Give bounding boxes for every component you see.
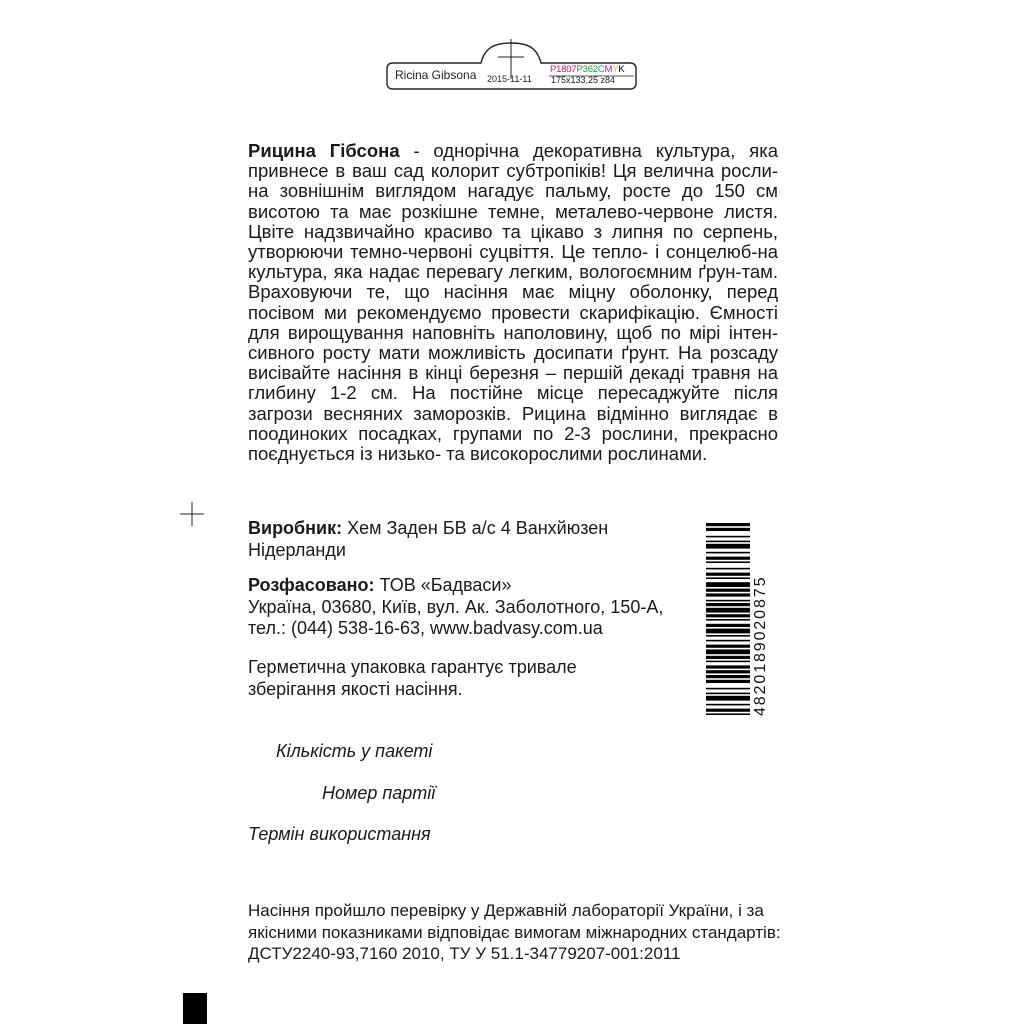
packer-label: Розфасовано: xyxy=(248,575,375,595)
tag-size-info: 175x133,25 z84 xyxy=(551,75,616,85)
barcode-bar xyxy=(706,661,750,663)
barcode-bar xyxy=(706,624,750,627)
certification-line1: Насіння пройшло перевірку у Державній лабораторії України, і за xyxy=(248,901,764,920)
barcode-bar xyxy=(706,603,750,606)
registration-black-mark xyxy=(183,993,207,1024)
barcode-bar xyxy=(706,528,750,531)
tag-date: 2015-11-11 xyxy=(487,74,532,84)
packaging-note-line1: Герметична упаковка гарантує тривале xyxy=(248,657,577,677)
packer-info xyxy=(248,575,663,640)
barcode-bar xyxy=(706,577,750,579)
barcode-bar xyxy=(706,704,750,706)
producer-label: Виробник: xyxy=(248,518,343,538)
quantity-label: Кількість у пакеті xyxy=(276,741,433,761)
barcode-bar xyxy=(706,688,750,690)
barcode-bar xyxy=(706,675,750,678)
producer-info xyxy=(248,518,608,561)
barcode-bar xyxy=(706,713,750,715)
certification-line2: якісними показниками відповідає вимогам міжнародних стандартів: xyxy=(248,922,781,942)
barcode-bar xyxy=(706,614,750,617)
packer-line2: Україна, 03680, Київ, вул. Ак. Заболотного, 150-А, xyxy=(248,596,664,617)
registration-crosshair-icon xyxy=(180,502,204,526)
barcode-bar xyxy=(706,709,750,712)
expiry-label: Термін використання xyxy=(248,824,431,844)
certification-text xyxy=(248,900,783,965)
barcode-bar xyxy=(706,557,750,560)
barcode-bar xyxy=(706,645,750,648)
barcode-bar xyxy=(706,665,750,668)
product-description xyxy=(248,141,778,464)
barcode-bar xyxy=(706,640,750,642)
tag-color-codes xyxy=(550,64,625,75)
print-tag xyxy=(385,63,638,89)
packaging-note-line2: зберігання якості насіння. xyxy=(248,678,463,699)
barcode-bar xyxy=(706,656,750,659)
barcode-bar xyxy=(706,608,750,613)
certification-line3: ДСТУ2240-93,7160 2010, ТУ У 51.1-34779207-001:2011 xyxy=(248,944,681,963)
barcode-bar xyxy=(706,541,750,543)
barcode-bar xyxy=(706,670,750,673)
packer-line3: тел.: (044) 538-16-63, www.badvasy.com.ua xyxy=(248,618,603,638)
barcode-bar xyxy=(706,544,750,549)
barcode-bar xyxy=(706,696,750,701)
barcode-bar xyxy=(706,589,750,592)
barcode-bar xyxy=(706,629,750,634)
barcode-bar xyxy=(706,573,750,576)
code-c: C xyxy=(597,64,605,75)
product-name: Рицина Гібсона xyxy=(248,140,400,161)
packaging-note xyxy=(248,657,577,700)
code-y: Y xyxy=(612,64,619,75)
tag-product-name: Ricina Gibsona xyxy=(395,68,477,82)
barcode-bar xyxy=(706,680,750,683)
producer-line1: Хем Заден БВ а/с 4 Ванхйюзен xyxy=(342,518,609,538)
batch-label: Номер партії xyxy=(322,783,436,803)
code-p362: P362 xyxy=(576,64,598,75)
packer-line1: ТОВ «Бадваси» xyxy=(374,575,512,595)
code-k: K xyxy=(618,64,625,75)
barcode-bar xyxy=(706,552,750,554)
code-m: M xyxy=(604,64,613,75)
barcode-bar xyxy=(706,619,750,621)
barcode-bar xyxy=(706,649,750,654)
code-p1807: P1807 xyxy=(550,64,577,75)
description-text: - однорічна декоративна культура, яка привнесе в ваш сад колорит субтропіків! Ця велична росли-на зовнішнім виглядом нагадує пальму, росте до 150 см висотою та має розкішне темне, металево-червоне листя. Цвіте надзвичайно красиво та цікаво з липня по серпень, утворюючи темно-червоні суцвіття. Це тепло- і сонцелюб-на культура, яка надає перевагу легким, вологоємним ґрун-там. Враховуючи те, що насіння має міцну оболонку, перед посівом ми рекомендуємо провести скарифікацію. Ємності для вирощування наповніть наполовину, щоб по мірі інтен-сивного росту мати можливість досипати ґрунт. На розсаду висівайте насіння в кінці березня – першій декаді травня на глибину 1-2 см. На постійне місце пересаджуйте після загрози весняних заморозків. Рицина відмінно виглядає в поодиноких посадках, групами по 2-3 рослини, прекрасно поєднується із низько- та високорослими рослинами. xyxy=(248,140,778,465)
barcode-bar xyxy=(706,693,750,695)
barcode-bar xyxy=(706,593,750,596)
barcode-bar xyxy=(706,536,750,538)
barcode-bar xyxy=(706,523,750,526)
barcode-bar xyxy=(706,561,750,563)
barcode-bar xyxy=(706,582,750,587)
barcode-bar xyxy=(706,635,750,637)
barcode-bar xyxy=(706,600,750,602)
producer-line2: Нідерланди xyxy=(248,539,346,560)
barcode-bar xyxy=(706,568,750,570)
barcode-digits: 4820189020875 xyxy=(752,575,769,716)
